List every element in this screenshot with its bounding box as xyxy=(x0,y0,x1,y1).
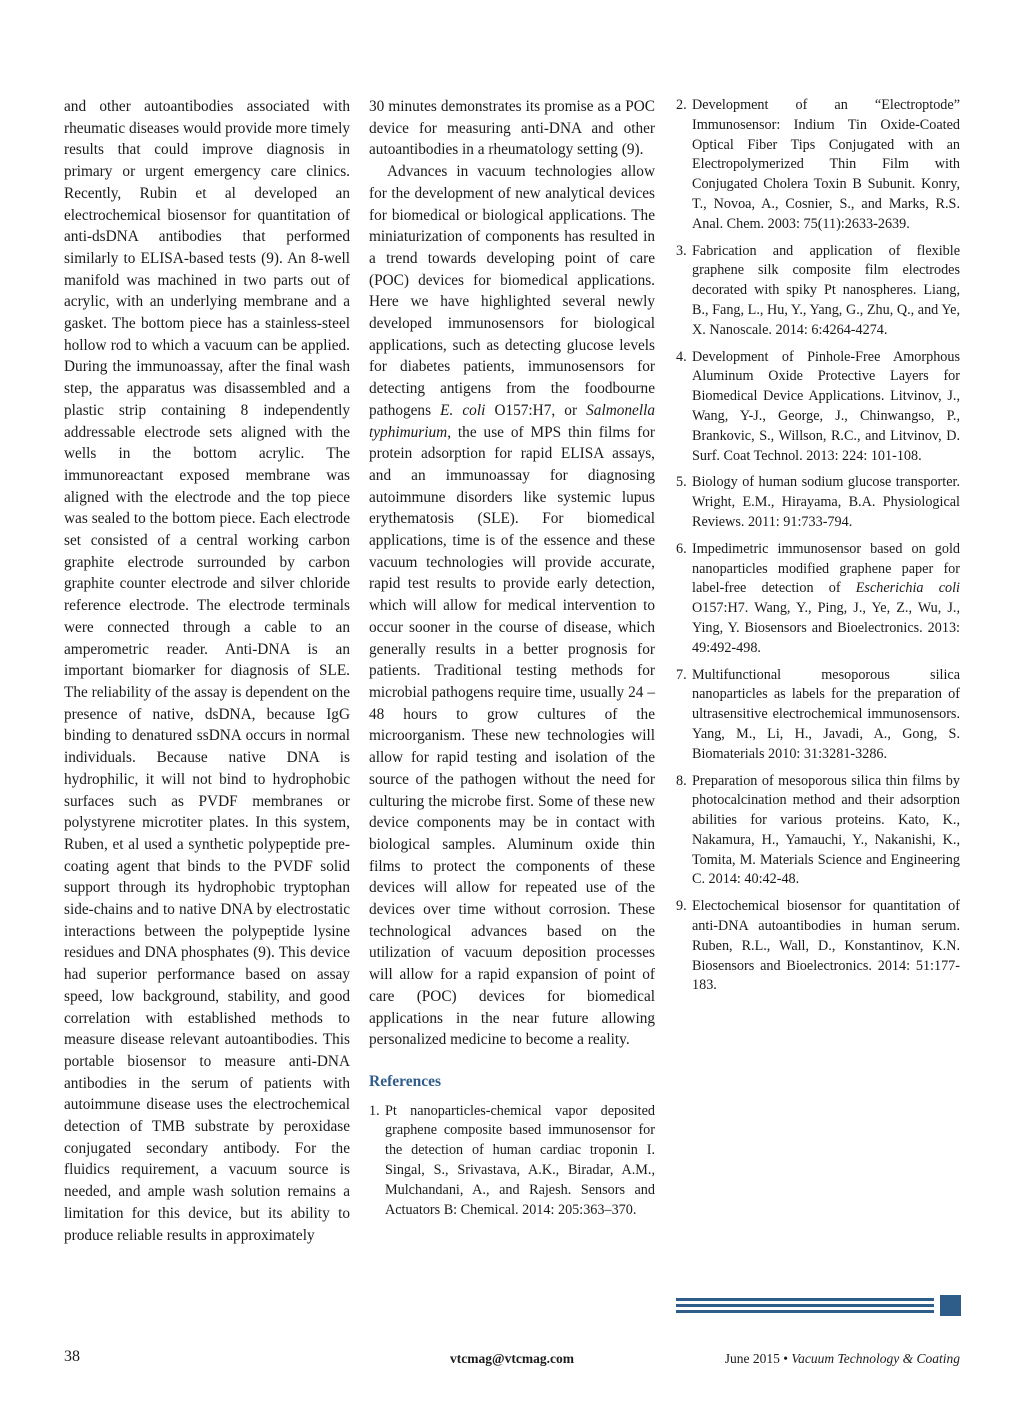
reference-item xyxy=(676,96,960,235)
reference-text: Preparation of mesoporous silica thin films by photocalcination method and their adsorption abilities for various proteins. Kato, K., Nakamura, H., Yamauchi, Y., Nakanishi, K., Tomita, M. Materials Science and Engineering C. 2014: 40:42-48. xyxy=(692,772,960,888)
reference-item xyxy=(676,772,960,891)
reference-number: 4. xyxy=(676,348,687,365)
page-number: 38 xyxy=(64,1348,80,1365)
paragraph-text: O157:H7, or xyxy=(485,401,587,419)
body-paragraph: and other autoantibodies associated with rheumatic diseases would provide more timely results that could improve diagnosis in primary or urgent emergency care clinics. Recently, Rubin et al developed an electrochemical biosensor for quantitation of anti-dsDNA antibodies that performed similarly to ELISA-based tests (9). An 8-well manifold was machined in two parts out of acrylic, with an underlying membrane and a gasket. The bottom piece has a stainless-steel hollow rod to which a vacuum can be applied. During the immunoassay, after the final wash step, the apparatus was disassembled and a plastic strip containing 8 independently addressable electrode sets aligned with the wells in the bottom acrylic. The immunoreactant exposed membrane was aligned with the electrode and the top piece was sealed to the bottom piece. Each electrode set consisted of a central working carbon graphite electrode surrounded by carbon graphite counter electrode and silver chloride reference electrode. The electrode terminals were connected through a cable to an amperometric reader. Anti-DNA is an important biomarker for diagnosis of SLE. The reliability of the assay is dependent on the presence of native, dsDNA, because IgG binding to denatured ssDNA occurs in normal individuals. Because native DNA is hydrophilic, it will not bind to hydrophobic surfaces such as PVDF membranes or polystyrene microtiter plates. In this system, Ruben, et al used a synthetic polypeptide pre-coating agent that binds to the PVDF solid support through its hydrophobic tryptophan side-chains and to native DNA by electrostatic interactions between the polypeptide lysine residues and DNA phosphates (9). This device had superior performance based on assay speed, low background, stability, and good correlation with established methods to measure disease relevant autoantibodies. This portable biosensor to measure anti-DNA antibodies in the serum of patients with autoimmune disease uses the electrochemical detection of TMB substrate by peroxidase conjugated secondary antibody. For the fluidics requirement, a vacuum source is needed, and ample wash solution remains a limitation for this device, but its ability to produce reliable results in approximately xyxy=(64,98,350,1244)
paragraph-text: , the use of MPS thin films for protein adsorption for rapid ELISA assays, and an immunoassay for diagnosing autoimmune disorders like systemic lupus erythematosis (SLE). For biomedical applications, time is of the essence and these vacuum technologies will provide accurate, rapid test results to provide early detection, which will allow for medical intervention to occur sooner in the course of disease, which generally results in a better prognosis for patients. Traditional testing methods for microbial pathogens require time, usually 24 – 48 hours to grow cultures of the microorganism. These new technologies will allow for rapid testing and isolation of the source of the pathogen without the need for culturing the microbe first. Some of these new device components may be in contact with biological samples. Aluminum oxide thin films to protect the components of these devices will allow for repeated use of the devices over time without corrosion. These technological advances based on the utilization of vacuum deposition processes will allow for a rapid expansion of point of care (POC) devices for biomedical applications in the near future allowing personalized medicine to become a reality. xyxy=(369,423,655,1049)
reference-item xyxy=(676,348,960,467)
species-name: Escherichia coli xyxy=(855,580,961,597)
reference-item xyxy=(676,242,960,341)
reference-number: 7. xyxy=(676,666,687,683)
issue-date: June 2015 xyxy=(724,1351,780,1366)
species-name: Salmonella typhimurium xyxy=(369,401,655,441)
footer-issue xyxy=(725,1351,960,1367)
reference-number: 3. xyxy=(676,242,687,259)
reference-item xyxy=(369,1102,655,1221)
reference-number: 8. xyxy=(676,772,687,789)
reference-text-part: O157:H7. Wang, Y., Ping, J., Ye, Z., Wu, J., Ying, Y. Biosensors and Bioelectronics. 2013: 49:492-498. xyxy=(692,600,960,656)
body-paragraph xyxy=(369,161,655,1051)
reference-text: Multifunctional mesoporous silica nanoparticles as labels for the preparation of ultrasensitive electrochemical immunosensors. Yang, M., Li, H., Javadi, A., Gong, S. Biomaterials 2010: 31:3281-3286. xyxy=(692,666,960,762)
footer-email: vtcmag@vtcmag.com xyxy=(450,1351,574,1366)
decorative-square xyxy=(940,1295,961,1316)
body-column-1 xyxy=(64,96,350,1246)
footer-bullet: • xyxy=(783,1351,788,1366)
magazine-name: Vacuum Technology & Coating xyxy=(791,1351,960,1366)
reference-item xyxy=(676,473,960,532)
reference-text xyxy=(692,540,960,659)
reference-number: 1. xyxy=(369,1102,380,1119)
reference-number: 6. xyxy=(676,540,687,557)
reference-text-part: Impedimetric immunosensor based on gold nanoparticles modified graphene paper for label-free detection of xyxy=(692,540,960,597)
reference-item xyxy=(676,666,960,765)
reference-text: Fabrication and application of flexible graphene silk composite film electrodes decorated with spiky Pt nanospheres. Liang, B., Fang, L., Hu, Y., Yang, G., Zhu, Q., and Ye, X. Nanoscale. 2014: 6:4264-4274. xyxy=(692,242,960,338)
body-column-2 xyxy=(369,96,655,1227)
reference-number: 9. xyxy=(676,898,687,915)
references-heading: References xyxy=(369,1072,442,1090)
reference-text: Development of an “Electroptode” Immunosensor: Indium Tin Oxide-Coated Optical Fiber Tips Conjugated with an Electropolymerized Thin Film with Conjugated Cholera Toxin B Subunit. Konry, T., Novoa, A., Cosnier, S., and Marks, R.S. Anal. Chem. 2003: 75(11):2633-2639. xyxy=(692,97,960,232)
reference-text: Biology of human sodium glucose transporter. Wright, E.M., Hirayama, B.A. Physiological Reviews. 2011: 91:733-794. xyxy=(692,474,960,530)
reference-text: Development of Pinhole-Free Amorphous Aluminum Oxide Protective Layers for Biomedical Device Applications. Litvinov, J., Wang, Y-J., George, J., Chinwangso, P., Brankovic, S., Willson, R.C., and Litvinov, D. Surf. Coat Technol. 2013: 224: 101-108. xyxy=(692,348,960,464)
paragraph-text: Advances in vacuum technologies allow for the development of new analytical devices for biomedical or biological applications. The miniaturization of components has resulted in a trend towards developing point of care (POC) devices for biomedical applications. Here we have highlighted several newly developed immunosensors for biological applications, such as detecting glucose levels for diabetes patients, immunosensors for detecting antigens from the foodbourne pathogens xyxy=(369,163,655,419)
body-paragraph: 30 minutes demonstrates its promise as a POC device for measuring anti-DNA and other autoantibodies in a rheumatology setting (9). xyxy=(369,98,655,159)
reference-item xyxy=(676,897,960,996)
decorative-rule xyxy=(676,1304,934,1307)
species-name: E. coli xyxy=(440,401,486,419)
references-column xyxy=(676,96,960,1003)
reference-item xyxy=(676,540,960,659)
reference-text: Electochemical biosensor for quantitation of anti-DNA autoantibodies in human serum. Ruben, R.L., Wall, D., Konstantinov, K.N. Biosensors and Bioelectronics. 2014: 51:177-183. xyxy=(692,898,960,994)
reference-number: 2. xyxy=(676,97,687,113)
decorative-rule xyxy=(676,1310,934,1313)
reference-number: 5. xyxy=(676,474,687,491)
reference-text: Pt nanoparticles-chemical vapor deposited graphene composite based immunosensor for the detection of human cardiac troponin I. Singal, S., Srivastava, A.K., Biradar, A.M., Mulchandani, A., and Rajesh. Sensors and Actuators B: Chemical. 2014: 205:363–370. xyxy=(385,1102,655,1218)
decorative-rule xyxy=(676,1298,934,1301)
